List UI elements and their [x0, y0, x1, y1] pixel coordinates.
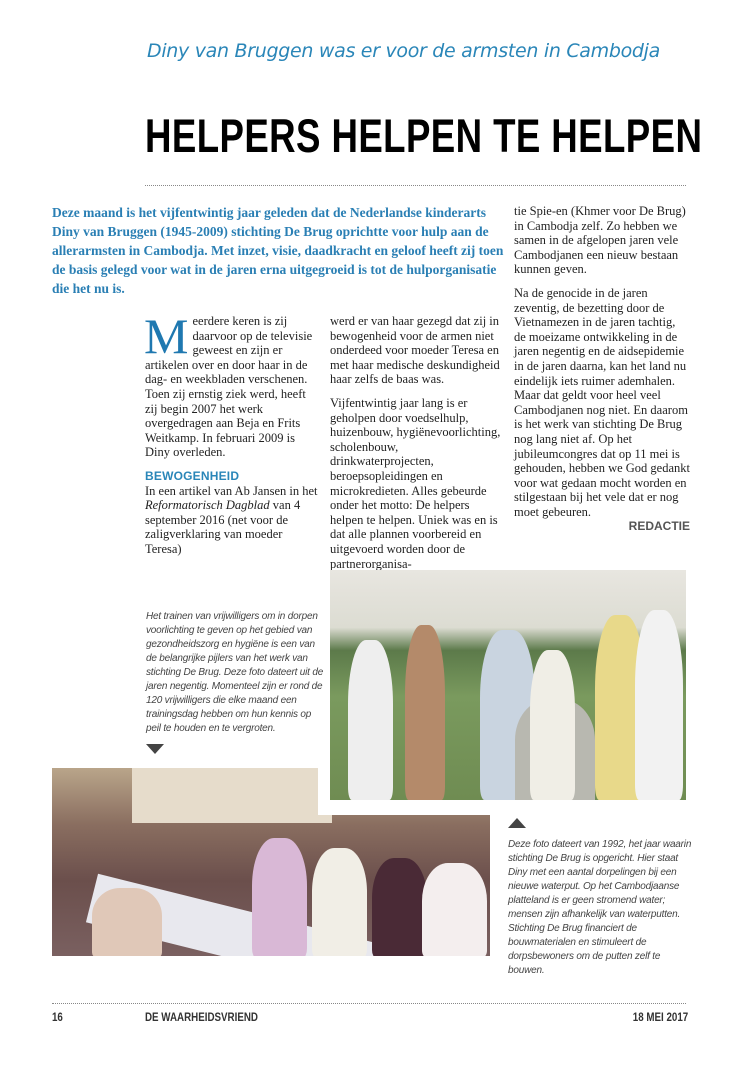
paragraph-text: eerdere keren is zij daarvoor op de televisie geweest en zijn er artikelen over en door haar in de dag- en weekbladen verschenen. Toen zij ernstig ziek werd, heeft zij begin 2007 het werk overgedragen aan Beja en Frits Weitkamp. In februari 2009 is Diny overleden.	[145, 314, 313, 460]
paragraph	[514, 286, 690, 534]
paragraph-text: In een artikel van Ab Jansen in het	[145, 483, 318, 498]
paragraph: Vijfentwintig jaar lang is er geholpen door voedselhulp, huizenbouw, hygiënevoorlichting, scholenbouw, drinkwaterprojecten, beroepsopleidingen en microkredieten. Alles gebeurde onder het motto: De helpers helpen te helpen. Uniek was en is dat alle plannen voorbereid en uitgevoerd worden door de partnerorganisa-	[330, 395, 501, 571]
paragraph-text: Na de genocide in de jaren zeventig, de bezetting door de Vietnamezen in de jaren tachtig, de moeizame ontwikkeling in de jaren negentig en de aidsepidemie in de jaren daarna, kan het land nu eindelijk iets ruimer ademhalen. Maar dat geldt voor heel veel Cambodjanen nog niet. En daarom is het werk van stichting De Brug nog lang niet af. Op het jubileumcongres dat op 11 mei is gehouden, hebben we God gedankt voor wat gedaan mocht worden en stilgestaan bij het vele dat er nog moet gebeuren.	[514, 285, 690, 519]
paragraph: werd er van haar gezegd dat zij in bewogenheid voor de armen niet onderdeed voor moeder Teresa en met haar medische deskundigheid haar zelfs de baas was.	[330, 314, 500, 387]
article-title: HELPERS HELPEN TE HELPEN	[145, 109, 703, 162]
subheading: BEWOGENHEID	[145, 468, 240, 483]
column-2	[330, 314, 504, 571]
caption-training-block	[146, 610, 328, 754]
article-kicker: Diny van Bruggen was er voor de armsten in Cambodja	[147, 40, 661, 62]
drop-cap: M	[144, 308, 189, 364]
paragraph-text: van 4 september 2016 (net voor de zaligverklaring van moeder Teresa)	[145, 498, 301, 556]
article-intro: Deze maand is het vijfentwintig jaar geleden dat de Nederlandse kinderarts Diny van Bruggen (1945-2009) stichting De Brug oprichtte voor hulp aan de allerarmsten in Cambodja. Met inzet, visie, daadkracht en geloof heeft zij toen de basis gelegd voor wat in de jaren erna uitgegroeid is tot de hulporganisatie die het nu is.	[52, 205, 504, 296]
triangle-down-icon	[146, 744, 164, 754]
paragraph: tie Spie-en (Khmer voor De Brug) in Cambodja zelf. Zo hebben we samen in de afgelopen jaren vele Cambodjanen een nieuw bestaan kunnen geven.	[514, 204, 686, 277]
column-3	[514, 204, 690, 534]
caption-waterput: Deze foto dateert van 1992, het jaar waarin stichting De Brug is opgericht. Hier staat Diny met een aantal dorpelingen bij een nieuwe waterput. Op het Cambodjaanse platteland is er geen stromend water; mensen zijn afhankelijk van waterputten. Stichting De Brug financiert de bouwmaterialen en stimuleert de dorpsbewoners om de putten zelf te bouwen.	[508, 839, 692, 976]
photo-waterput	[330, 570, 686, 800]
paragraph	[144, 308, 319, 460]
issue-date: 18 MEI 2017	[632, 1012, 688, 1024]
footer-divider	[52, 1003, 686, 1004]
caption-waterput-block	[508, 818, 694, 978]
signature: REDACTIE	[628, 519, 690, 534]
page-number: 16	[52, 1012, 63, 1024]
caption-training: Het trainen van vrijwilligers om in dorpen voorlichting te geven op het gebied van gezondheidszorg en hygiëne is een van de belangrijke pijlers van het werk van stichting De Brug. Deze foto dateert uit de jaren negentig. Momenteel zijn er rond de 120 vrijwilligers die elke maand een trainingsdag hebben om hun kennis op peil te houden en te vergroten.	[146, 611, 324, 734]
column-1	[144, 308, 319, 557]
paragraph	[145, 469, 319, 557]
newspaper-name: Reformatorisch Dagblad	[145, 498, 270, 513]
magazine-name: DE WAARHEIDSVRIEND	[145, 1012, 258, 1024]
triangle-up-icon	[508, 818, 526, 828]
divider	[145, 185, 686, 186]
